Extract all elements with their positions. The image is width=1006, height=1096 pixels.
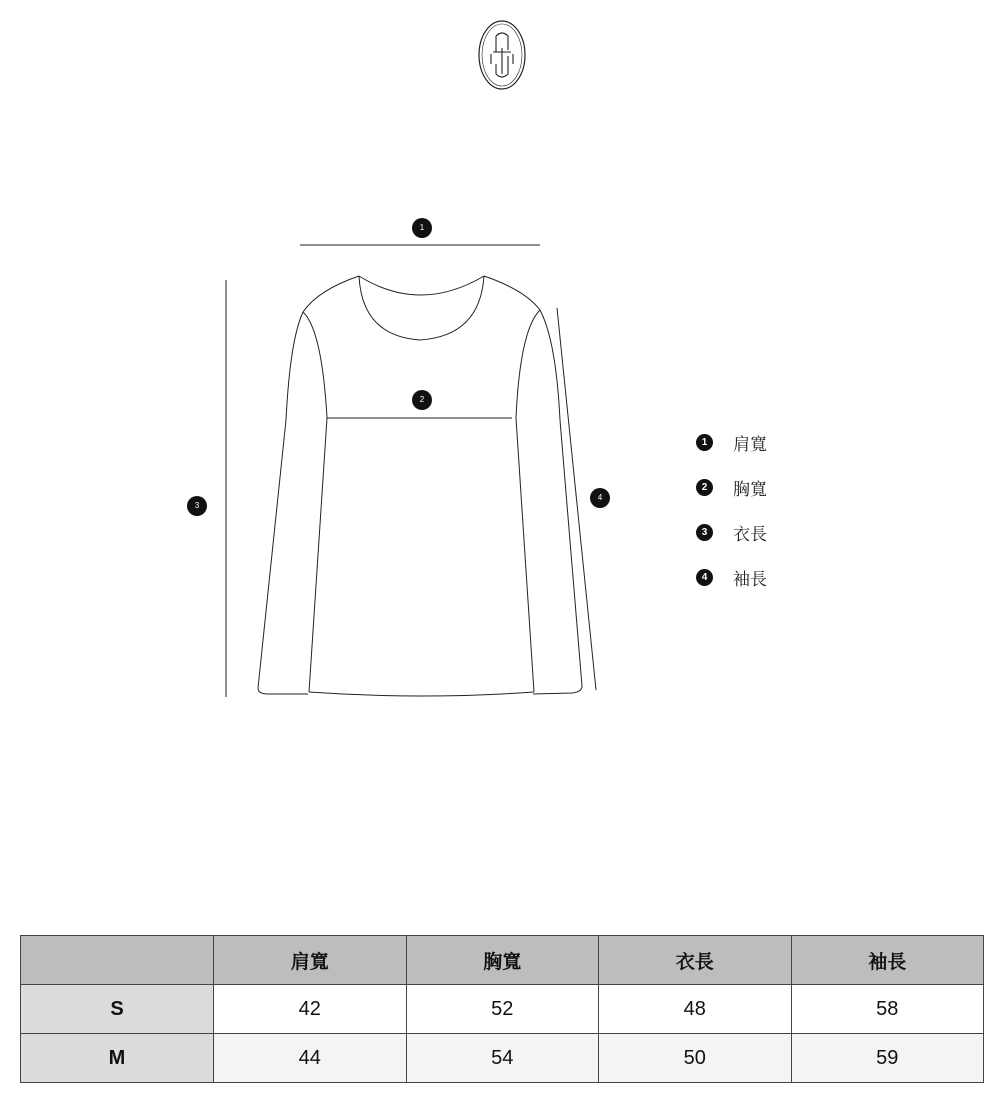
size-table bbox=[20, 935, 984, 1083]
legend-label: 胸寬 bbox=[733, 480, 767, 500]
column-header: 衣長 bbox=[599, 936, 792, 985]
column-header: 胸寬 bbox=[406, 936, 599, 985]
table-cell: 54 bbox=[406, 1034, 599, 1083]
table-cell: 42 bbox=[214, 985, 407, 1034]
marker-4: 4 bbox=[590, 488, 610, 508]
size-label: S bbox=[21, 985, 214, 1034]
legend-number: 4 bbox=[696, 569, 713, 586]
table-cell: 52 bbox=[406, 985, 599, 1034]
table-corner-cell bbox=[21, 936, 214, 985]
legend-label: 肩寬 bbox=[733, 435, 767, 455]
legend-number: 1 bbox=[696, 434, 713, 451]
legend-item bbox=[696, 465, 767, 510]
table-cell: 48 bbox=[599, 985, 792, 1034]
table-row bbox=[21, 985, 984, 1034]
table-header-row bbox=[21, 936, 984, 985]
legend-label: 袖長 bbox=[733, 570, 767, 590]
table-cell: 59 bbox=[791, 1034, 984, 1083]
marker-2: 2 bbox=[412, 390, 432, 410]
sweater-outline bbox=[258, 276, 582, 696]
marker-3: 3 bbox=[187, 496, 207, 516]
legend-item bbox=[696, 510, 767, 555]
table-cell: 58 bbox=[791, 985, 984, 1034]
legend-number: 2 bbox=[696, 479, 713, 496]
column-header: 袖長 bbox=[791, 936, 984, 985]
table-row bbox=[21, 1034, 984, 1083]
legend-number: 3 bbox=[696, 524, 713, 541]
legend-label: 衣長 bbox=[733, 525, 767, 545]
size-label: M bbox=[21, 1034, 214, 1083]
table-cell: 44 bbox=[214, 1034, 407, 1083]
measurement-legend bbox=[696, 420, 767, 600]
column-header: 肩寬 bbox=[214, 936, 407, 985]
legend-item bbox=[696, 420, 767, 465]
legend-item bbox=[696, 555, 767, 600]
table-cell: 50 bbox=[599, 1034, 792, 1083]
marker-1: 1 bbox=[412, 218, 432, 238]
